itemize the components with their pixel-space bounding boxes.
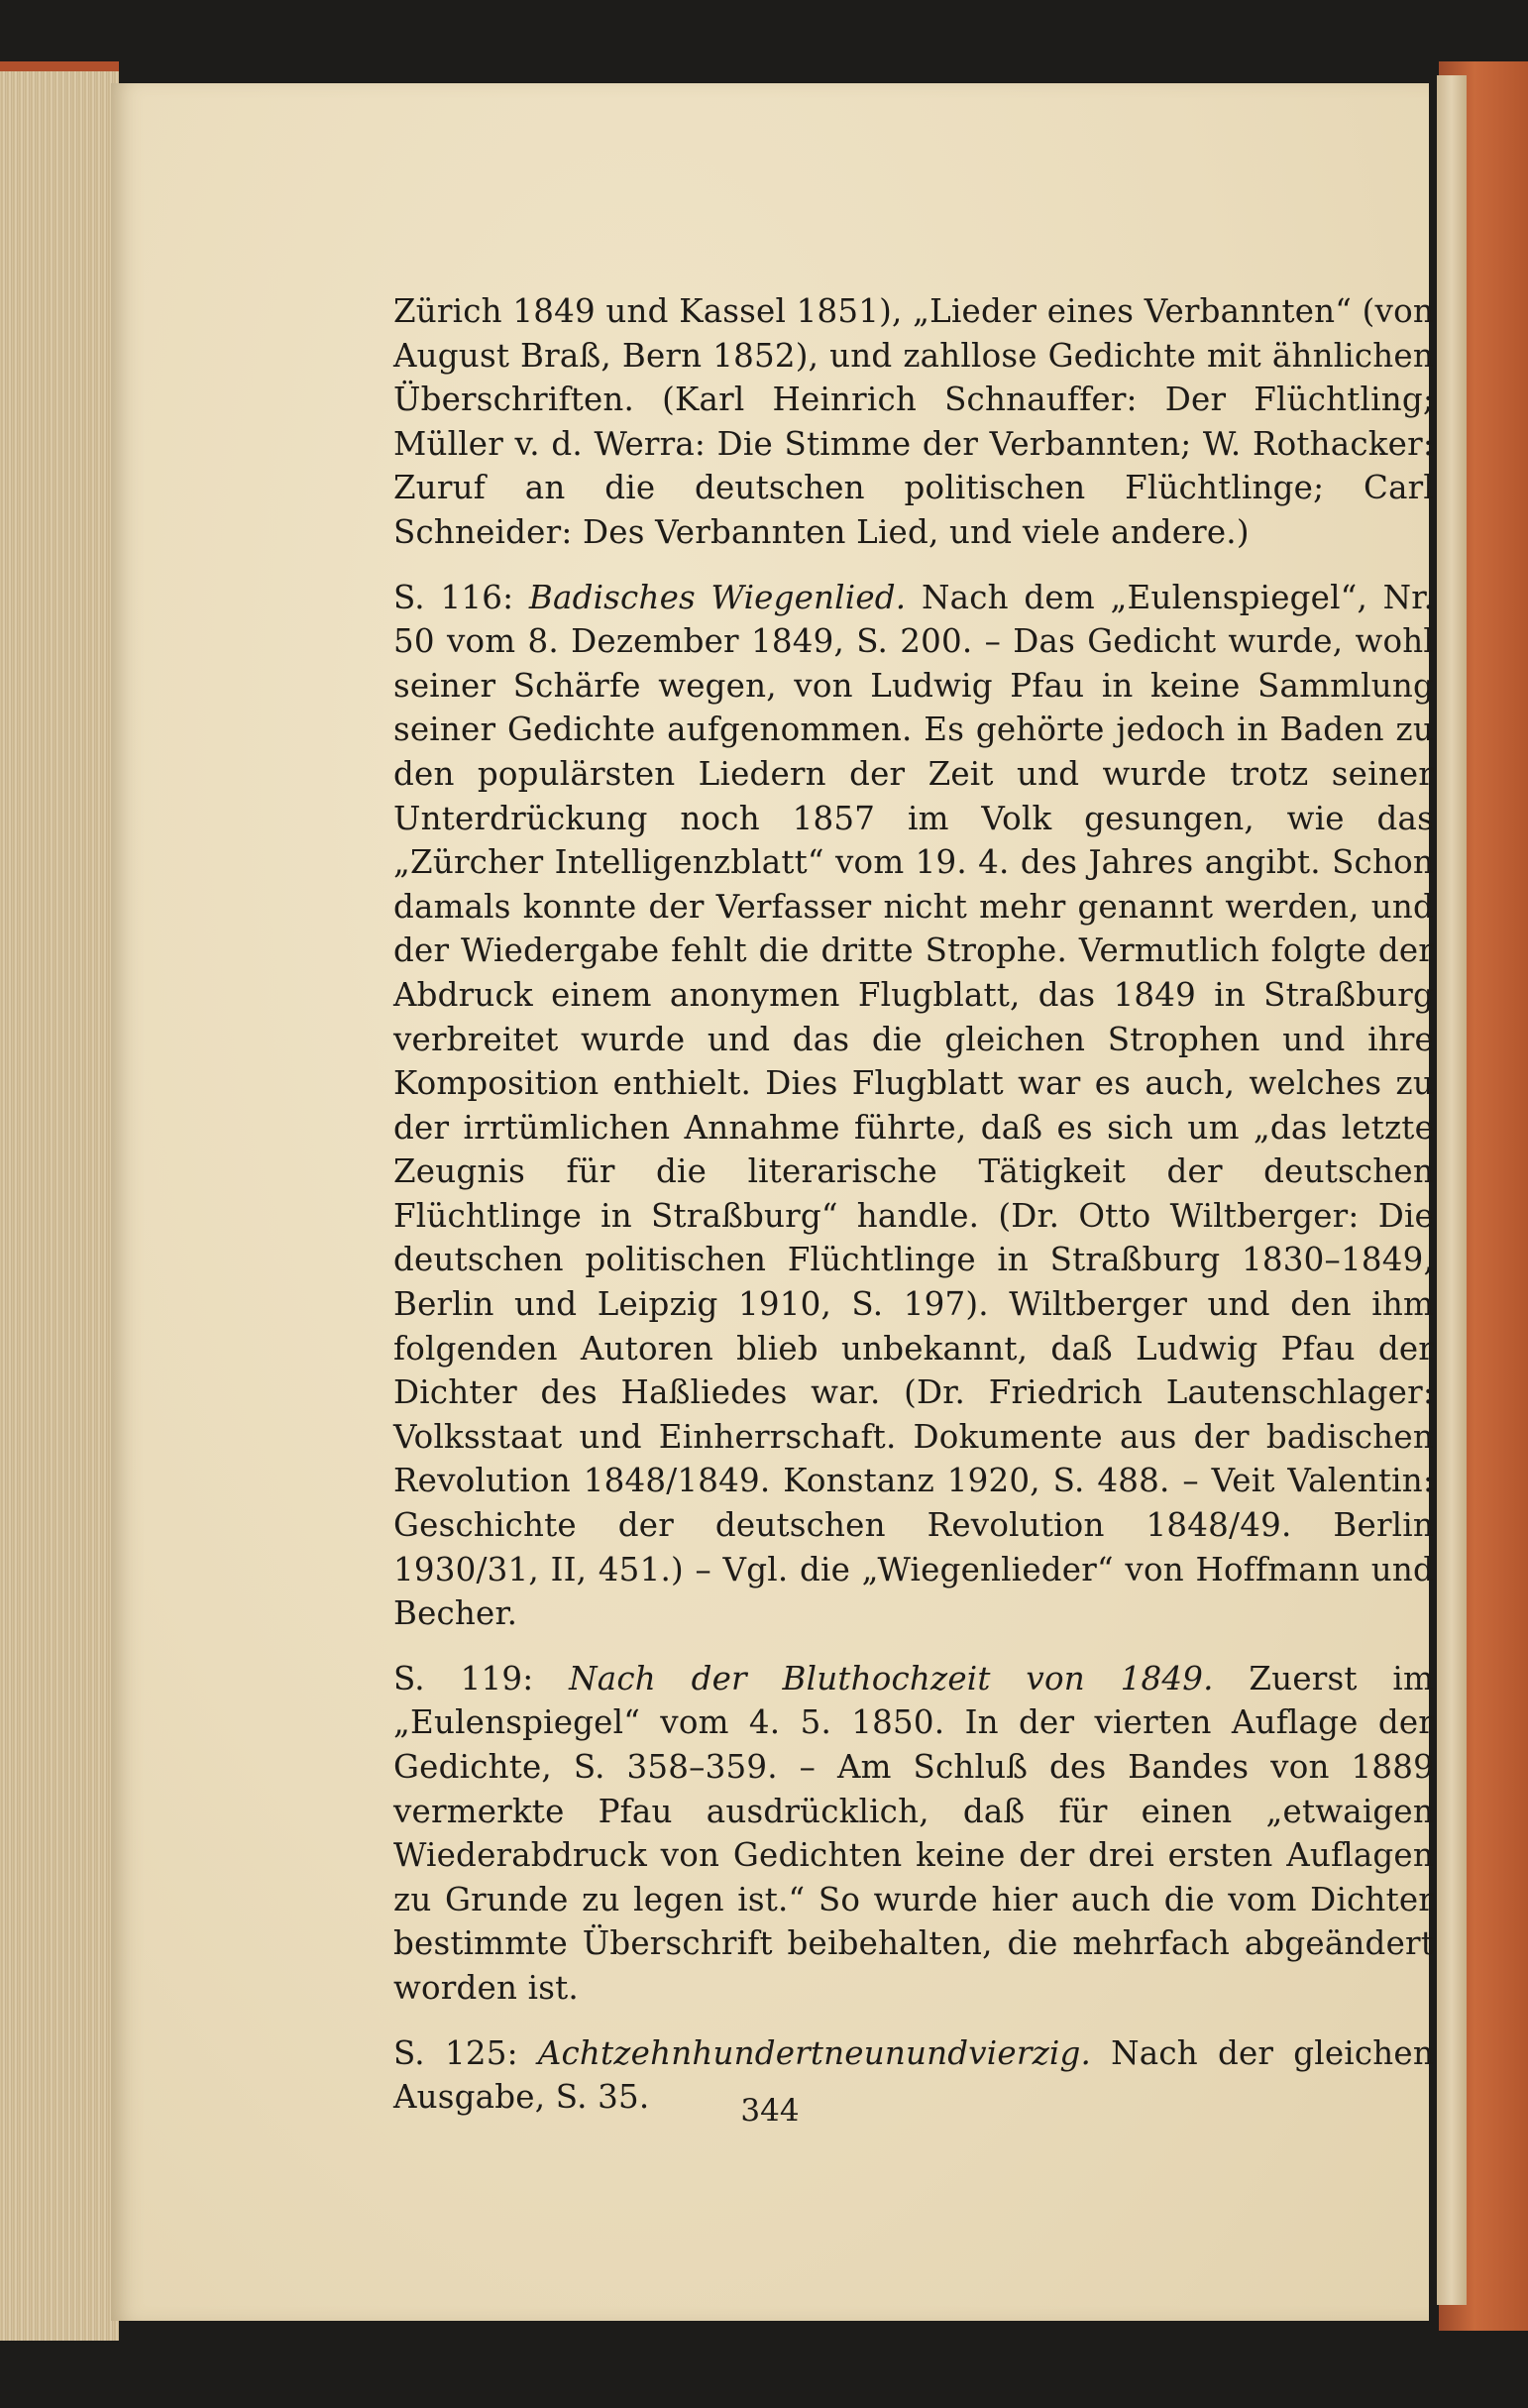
paragraph-text: Zürich 1849 und Kassel 1851), „Lieder eines Verbannten“ (von August Braß, Bern 1852), und zahllose Gedichte mit ähnlichen Überschriften. (Karl Heinrich Schnauffer: Der Flüchtling; Müller v. d. Werra: Die Stimme der Verbannten; W. Rothacker: Zuruf an die deutschen politischen Flüchtlinge; Carl Schneider: Des Verbannten Lied, und viele andere.) — [393, 292, 1434, 551]
note-text: Nach der gleichen Ausgabe, S. 35. — [393, 2033, 1434, 2117]
note-text: Nach dem „Eulenspiegel“, Nr. 50 vom 8. Dezember 1849, S. 200. – Das Gedicht wurde, wohl seiner Schärfe wegen, von Ludwig Pfau in keine Sammlung seiner Gedichte aufgenommen. Es gehörte jedoch in Baden zu den populärsten Liedern der Zeit und wurde trotz seiner Unterdrückung noch 1857 im Volk gesungen, wie das „Zürcher Intelligenzblatt“ vom 19. 4. des Jahres angibt. Schon damals konnte der Verfasser nicht mehr genannt werden, und der Wiedergabe fehlt die dritte Strophe. Vermutlich folgte der Abdruck einem anonymen Flugblatt, das 1849 in Straßburg verbreitet wurde und das die gleichen Strophen und ihre Komposition enthielt. Dies Flugblatt war es auch, welches zu der irrtümlichen Annahme führte, daß es sich um „das letzte Zeugnis für die literarische Tätigkeit der deutschen Flüchtlinge in Straßburg“ handle. (Dr. Otto Wiltberger: Die deutschen politischen Flüchtlinge in Straßburg 1830–1849, Berlin und Leipzig 1910, S. 197). Wiltberger und den ihm folgenden Autoren blieb unbekannt, daß Ludwig Pfau der Dichter des Haßliedes war. (Dr. Friedrich Lautenschlager: Volksstaat und Einherrschaft. Dokumente aus der badischen Revolution 1848/1849. Konstanz 1920, S. 488. – Veit Valentin: Geschichte der deutschen Revolution 1848/49. Berlin 1930/31, II, 451.) – Vgl. die „Wiegenlieder“ von Hoffmann und Becher. — [393, 578, 1434, 1633]
page-number: 344 — [740, 2093, 800, 2129]
paragraph-continuation — [393, 289, 1434, 555]
note-text: Zuerst im „Eulenspiegel“ vom 4. 5. 1850. In der vierten Auflage der Gedichte, S. 358–359. – Am Schluß des Bandes von 1889 vermerkte Pfau ausdrücklich, daß für einen „etwaigen Wiederabdruck von Gedichten keine der drei ersten Auflagen zu Grunde zu legen ist.“ So wurde hier auch die vom Dichter bestimmte Überschrift beibehalten, die mehrfach abgeändert worden ist. — [393, 1659, 1434, 2007]
page-stack-edge-right — [1437, 75, 1467, 2305]
book-page — [111, 83, 1434, 2321]
poem-title: Badisches Wiegenlied. — [528, 578, 907, 616]
poem-title: Nach der Bluthochzeit von 1849. — [569, 1659, 1214, 1697]
page-stack-edge-left — [0, 61, 119, 2341]
page-reference: S. 116: — [393, 578, 529, 616]
poem-title: Achtzehnhundertneunundvierzig. — [537, 2033, 1092, 2072]
book — [0, 61, 1528, 2331]
note-page-119 — [393, 1657, 1434, 2011]
page-reference: S. 119: — [393, 1659, 570, 1697]
page-text — [393, 289, 1434, 2140]
note-page-116 — [393, 576, 1434, 1636]
page-reference: S. 125: — [393, 2033, 538, 2072]
